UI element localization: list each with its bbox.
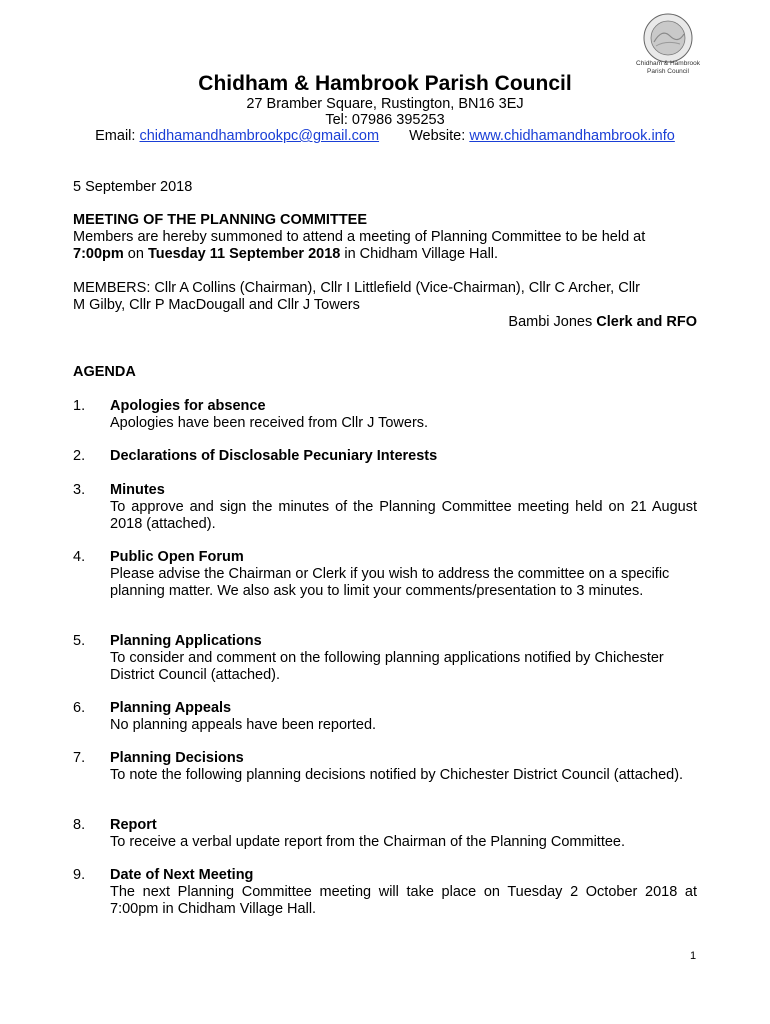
agenda-item-text: To approve and sign the minutes of the Planning Committee meeting held on 21 August 2018 (attached). [110, 499, 697, 532]
clerk-signature [73, 314, 697, 330]
website-link[interactable]: www.chidhamandhambrook.info [469, 128, 675, 144]
meeting-intro: Members are hereby summoned to attend a meeting of Planning Committee to be held at [73, 229, 646, 245]
agenda-item [110, 398, 697, 432]
meeting-time: 7:00pm [73, 246, 124, 262]
agenda-item-text: To note the following planning decisions notified by Chichester District Council (attached). [110, 767, 684, 783]
email-link[interactable]: chidhamandhambrookpc@gmail.com [139, 128, 380, 144]
agenda-item-number: 4. [73, 549, 86, 565]
agenda-item-number: 5. [73, 633, 86, 649]
agenda-item-title: Planning Applications [110, 633, 262, 649]
website-label: Website: [409, 128, 466, 144]
letter-date: 5 September 2018 [73, 179, 193, 195]
meeting-place: in Chidham Village Hall. [340, 246, 499, 262]
meeting-heading: MEETING OF THE PLANNING COMMITTEE [73, 212, 368, 228]
agenda-item-text: No planning appeals have been reported. [110, 717, 377, 733]
agenda-item-number: 9. [73, 867, 86, 883]
email-label: Email: [95, 128, 136, 144]
agenda-item-title: Minutes [110, 482, 165, 498]
members-line-1: MEMBERS: Cllr A Collins (Chairman), Cllr I Littlefield (Vice-Chairman), Cllr C Archer, Cllr [73, 280, 640, 296]
agenda-item-number: 6. [73, 700, 86, 716]
members-line-2: M Gilby, Cllr P MacDougall and Cllr J Towers [73, 297, 360, 313]
agenda-item-title: Planning Appeals [110, 700, 232, 716]
agenda-item [110, 700, 697, 734]
agenda-item-number: 7. [73, 750, 86, 766]
agenda-item-number: 3. [73, 482, 86, 498]
agenda-item-title: Declarations of Disclosable Pecuniary Interests [110, 448, 438, 464]
agenda-item-text: To consider and comment on the following planning applications notified by Chichester District Council (attached). [110, 650, 664, 683]
agenda-item-text: Apologies have been received from Cllr J Towers. [110, 415, 429, 431]
agenda-item [110, 448, 697, 465]
agenda-item-number: 8. [73, 817, 86, 833]
agenda-item-text: To receive a verbal update report from the Chairman of the Planning Committee. [110, 834, 626, 850]
agenda-item [110, 549, 697, 600]
agenda-item-title: Public Open Forum [110, 549, 244, 565]
meeting-day: Tuesday 11 September 2018 [147, 246, 341, 262]
contact-line [0, 128, 770, 144]
logo-caption-line: Chidham & Hambrook [636, 60, 700, 67]
page-number: 1 [690, 950, 697, 962]
agenda-item [110, 817, 697, 851]
agenda-heading: AGENDA [73, 364, 136, 380]
agenda-item [110, 750, 697, 784]
agenda-item-number: 1. [73, 398, 86, 414]
agenda-item-title: Apologies for absence [110, 398, 266, 414]
clerk-role: Clerk and RFO [596, 314, 697, 330]
meeting-on: on [123, 246, 148, 262]
agenda-item-text: The next Planning Committee meeting will take place on Tuesday 2 October 2018 at 7:00pm in Chidham Village Hall. [110, 884, 697, 917]
agenda-item-title: Report [110, 817, 157, 833]
agenda-item-number: 2. [73, 448, 86, 464]
clerk-name: Bambi Jones [508, 314, 597, 330]
agenda-item [110, 867, 697, 918]
agenda-item-text: Please advise the Chairman or Clerk if you wish to address the committee on a specific planning matter. We also ask you to limit your comments/presentation to 3 minutes. [110, 566, 670, 599]
council-address: 27 Bramber Square, Rustington, BN16 3EJ [246, 96, 524, 112]
agenda-item-title: Planning Decisions [110, 750, 244, 766]
meeting-datetime [73, 246, 698, 263]
council-tel: Tel: 07986 395253 [325, 112, 445, 128]
agenda-item-title: Date of Next Meeting [110, 867, 254, 883]
agenda-item [110, 482, 697, 533]
logo-caption-line: Parish Council [647, 68, 689, 75]
agenda-item [110, 633, 697, 684]
council-title: Chidham & Hambrook Parish Council [198, 72, 572, 95]
